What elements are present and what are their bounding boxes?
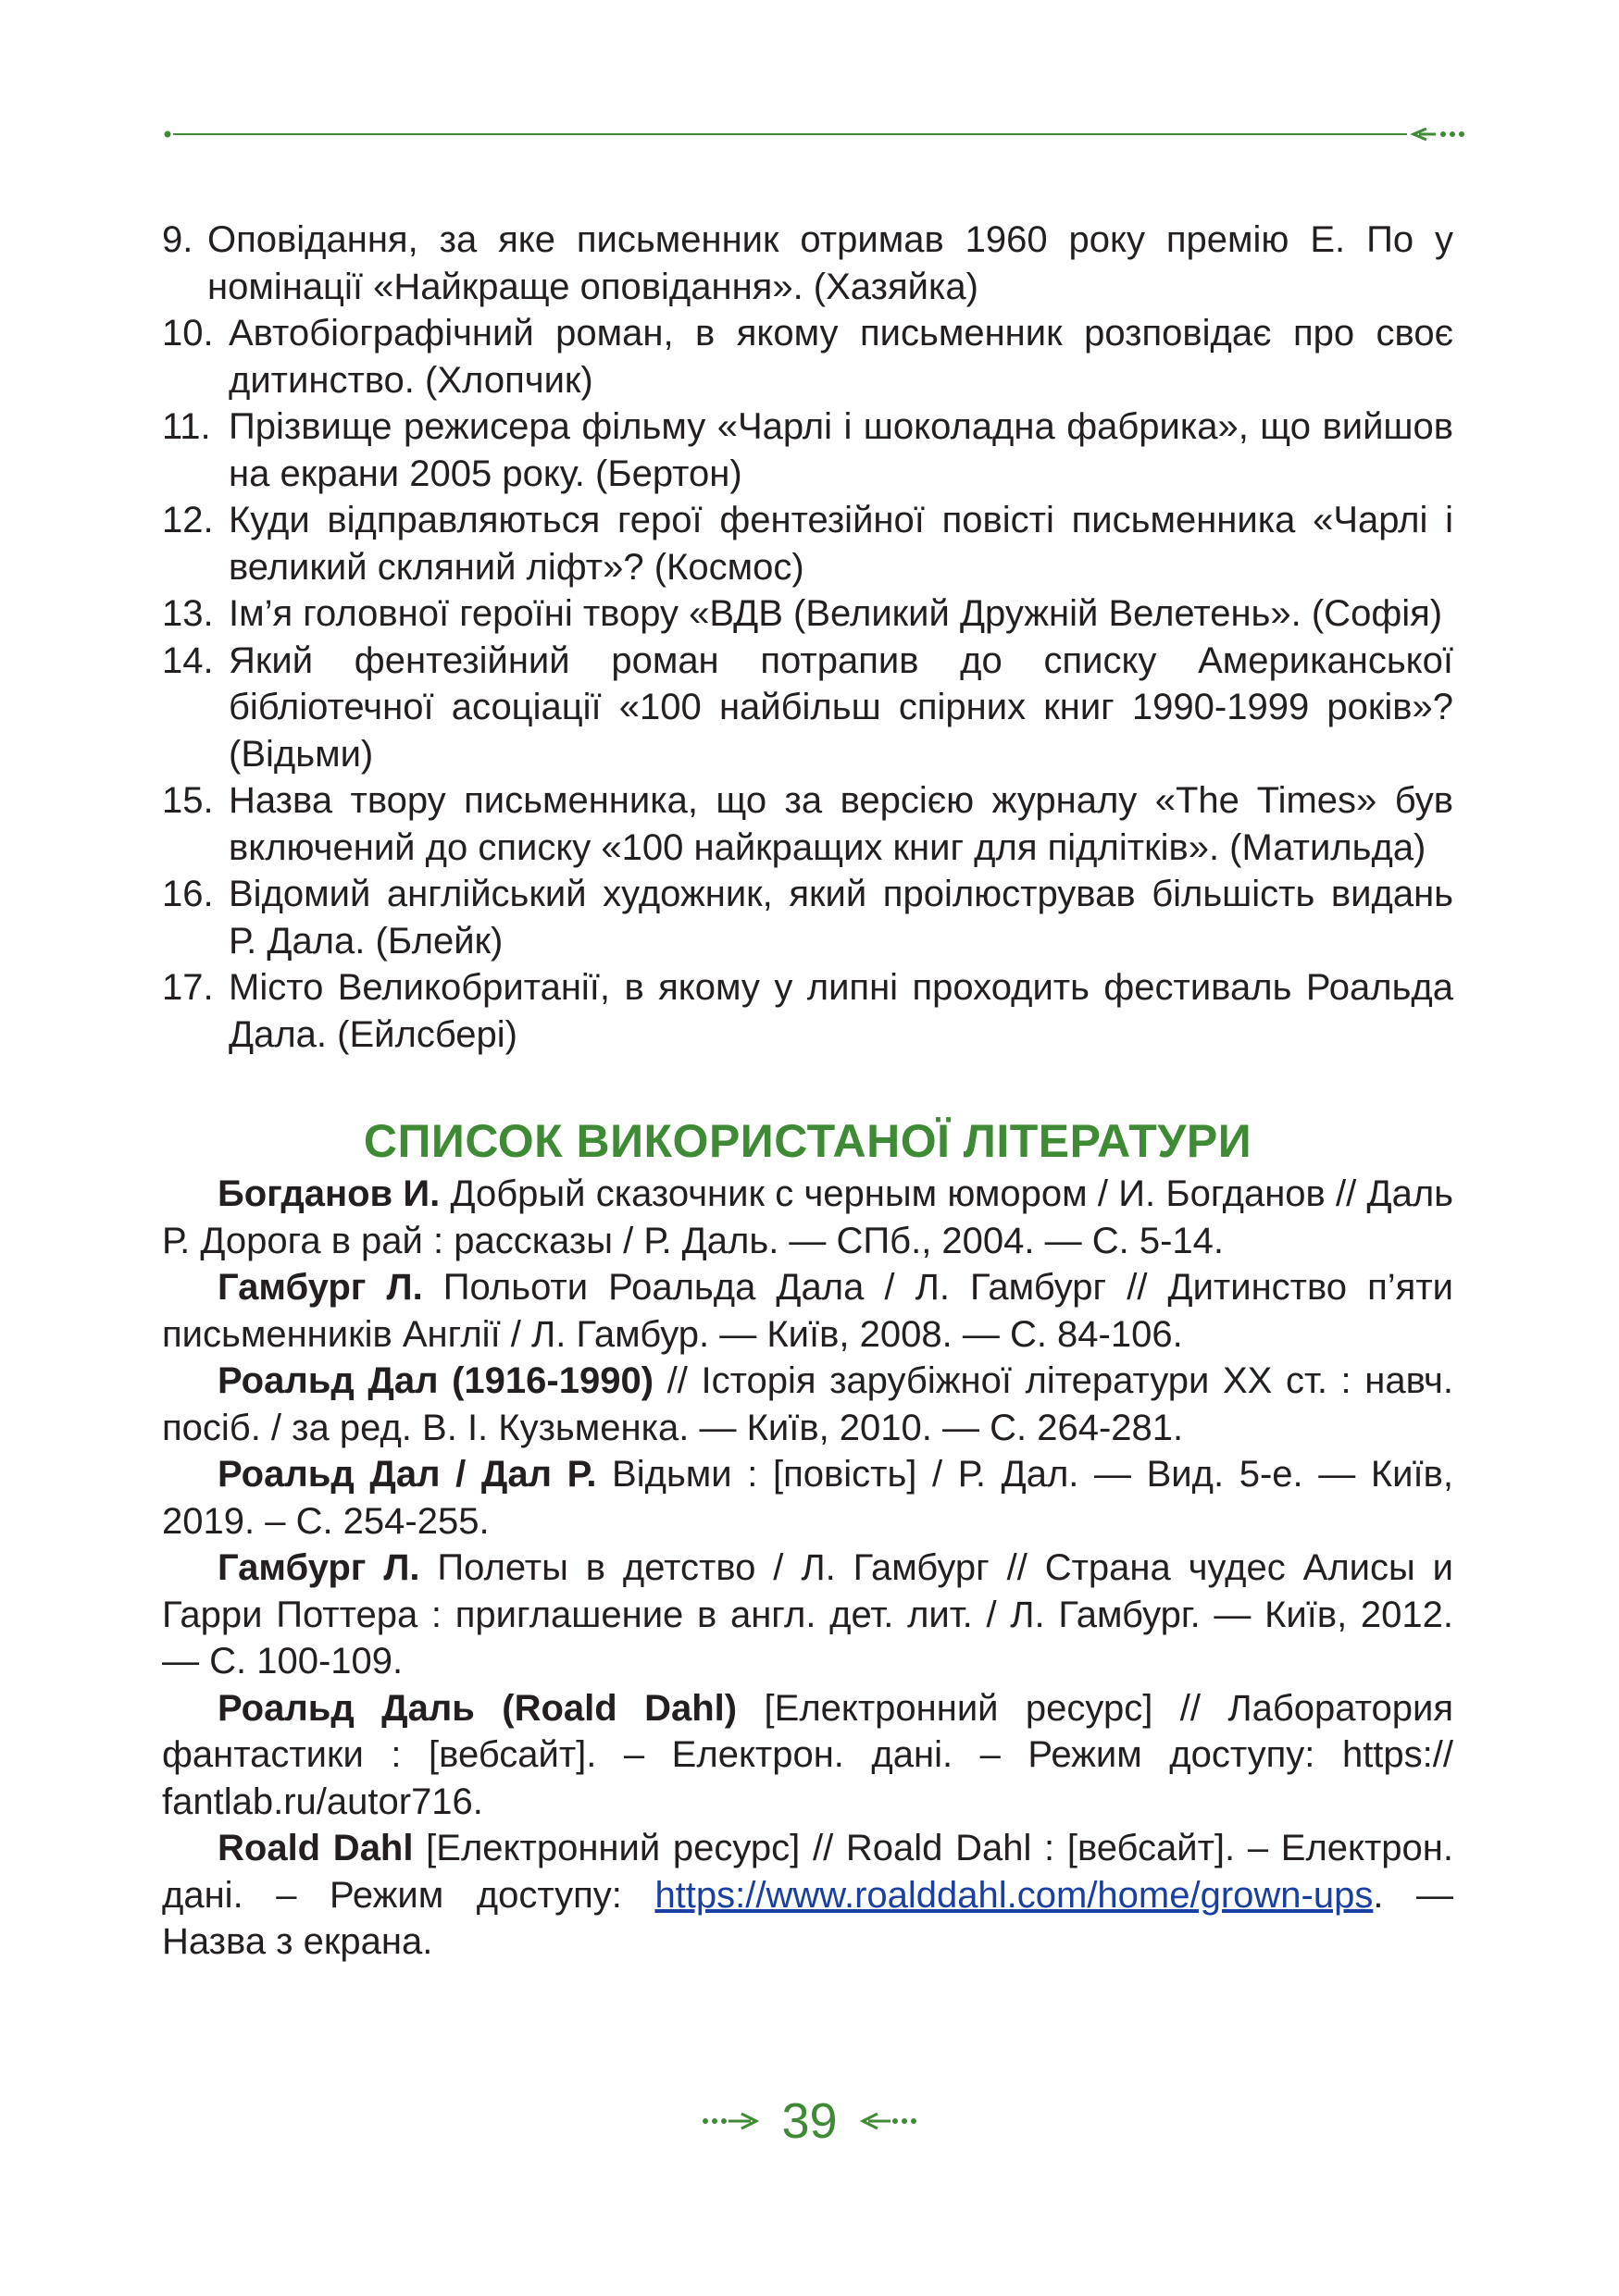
question-text: Куди відправляються герої фентезійної повісті письменника «Чарлі і великий скляний ліфт»? (Космос) [229, 500, 1453, 588]
question-text: Оповідання, за яке письменник отримав 1960 року премію Е. По у номінації «Найкраще оповідання». (Хазяйка) [207, 219, 1453, 307]
arrow-left-ornament-icon [859, 2111, 918, 2131]
reference-text-end: . — Назва з екрана. [162, 1874, 1453, 1962]
reference-text: Полеты в детство / Л. Гамбург // Страна чудес Алисы и Гарри Поттера : приглашение в англ. дет. лит. / Л. Гамбург. — Київ, 2012. — С. 100-109. [162, 1547, 1453, 1682]
question-item [162, 638, 1453, 778]
reference-item [162, 1451, 1453, 1545]
header-rule [162, 128, 1467, 141]
question-number: 11. [162, 406, 211, 447]
question-number: 17. [162, 967, 214, 1008]
reference-author: Роальд Дал / Дал Р. [218, 1454, 597, 1495]
reference-text: Відьми : [повість] / Р. Дал. — Вид. 5-е. — Київ, 2019. – С. 254-255. [162, 1454, 1453, 1542]
reference-item [162, 1825, 1453, 1966]
question-text: Який фентезійний роман потрапив до списку Американської бібліотечної асоціації «100 найбільш спірних книг 1990-1999 років»? (Відьми) [229, 639, 1453, 775]
reference-author: Роальд Дал (1916-1990) [218, 1360, 654, 1401]
reference-author: Гамбург Л. [218, 1267, 423, 1308]
question-number: 12. [162, 500, 214, 540]
question-item [162, 964, 1453, 1058]
question-text: Прізвище режисера фільму «Чарлі і шоколадна фабрика», що вийшов на екрани 2005 року. (Бертон) [229, 406, 1453, 494]
question-number: 10. [162, 313, 214, 354]
reference-item [162, 1545, 1453, 1685]
roalddahl-link[interactable]: https://www.roalddahl.com/home/grown-ups [654, 1874, 1374, 1916]
question-number: 14. [162, 639, 214, 681]
reference-item [162, 1685, 1453, 1826]
reference-item [162, 1264, 1453, 1358]
question-item [162, 497, 1453, 590]
question-number: 9. [162, 219, 193, 260]
question-item [162, 871, 1453, 964]
reference-item [162, 1171, 1453, 1264]
reference-author: Роальд Даль (Roald Dahl) [218, 1687, 738, 1729]
reference-text: [Електронний ресурс] // Лаборатория фантастики : [вебсайт]. – Електрон. дані. – Режим доступу: https:// fantlab.ru/autor716. [162, 1687, 1453, 1822]
question-text: Ім’я головної героїні твору «ВДВ (Великий Дружній Велетень». (Софія) [229, 593, 1443, 634]
page-footer [0, 2090, 1619, 2149]
question-number: 16. [162, 874, 214, 914]
page-content [162, 217, 1453, 1966]
reference-author: Богданов И. [218, 1173, 441, 1214]
page-number: 39 [781, 2092, 838, 2149]
question-item [162, 403, 1453, 497]
question-item [162, 217, 1453, 310]
reference-text: [Електронний ресурс] // Roald Dahl : [вебсайт]. – Електрон. дані. – Режим доступу: [162, 1828, 1453, 1916]
question-number: 15. [162, 780, 214, 821]
questions-list [162, 217, 1453, 1058]
question-text: Автобіографічний роман, в якому письменник розповідає про своє дитинство. (Хлопчик) [229, 313, 1453, 401]
reference-author: Roald Dahl [218, 1828, 414, 1868]
reference-text: // Історія зарубіжної літератури ХХ ст. : навч. посіб. / за ред. В. І. Кузьменка. — Київ, 2010. — С. 264-281. [162, 1360, 1454, 1448]
reference-author: Гамбург Л. [218, 1547, 420, 1588]
section-title: СПИСОК ВИКОРИСТАНОЇ ЛІТЕРАТУРИ [363, 1115, 1252, 1167]
question-text: Відомий англійський художник, який проілюстрував більшість видань Р. Дала. (Блейк) [229, 874, 1453, 962]
references-list [162, 1171, 1453, 1966]
arrow-right-ornament-icon [701, 2111, 760, 2131]
question-item [162, 310, 1453, 403]
reference-item [162, 1358, 1453, 1451]
question-number: 13. [162, 593, 214, 634]
reference-text: Польоти Роальда Дала / Л. Гамбург // Дитинство п’яти письменників Англії / Л. Гамбур. — Київ, 2008. — С. 84-106. [162, 1267, 1453, 1355]
question-item [162, 777, 1453, 871]
reference-text: Добрый сказочник с черным юмором / И. Богданов // Даль Р. Дорога в рай : рассказы / Р. Даль. — СПб., 2004. — С. 5-14. [162, 1173, 1454, 1261]
question-text: Назва твору письменника, що за версією журналу «The Times» був включений до списку «100 найкращих книг для підлітків». (Матильда) [229, 780, 1453, 868]
question-item [162, 590, 1453, 638]
question-text: Місто Великобританії, в якому у липні проходить фестиваль Роальда Дала. (Ейлсбері) [229, 967, 1453, 1055]
